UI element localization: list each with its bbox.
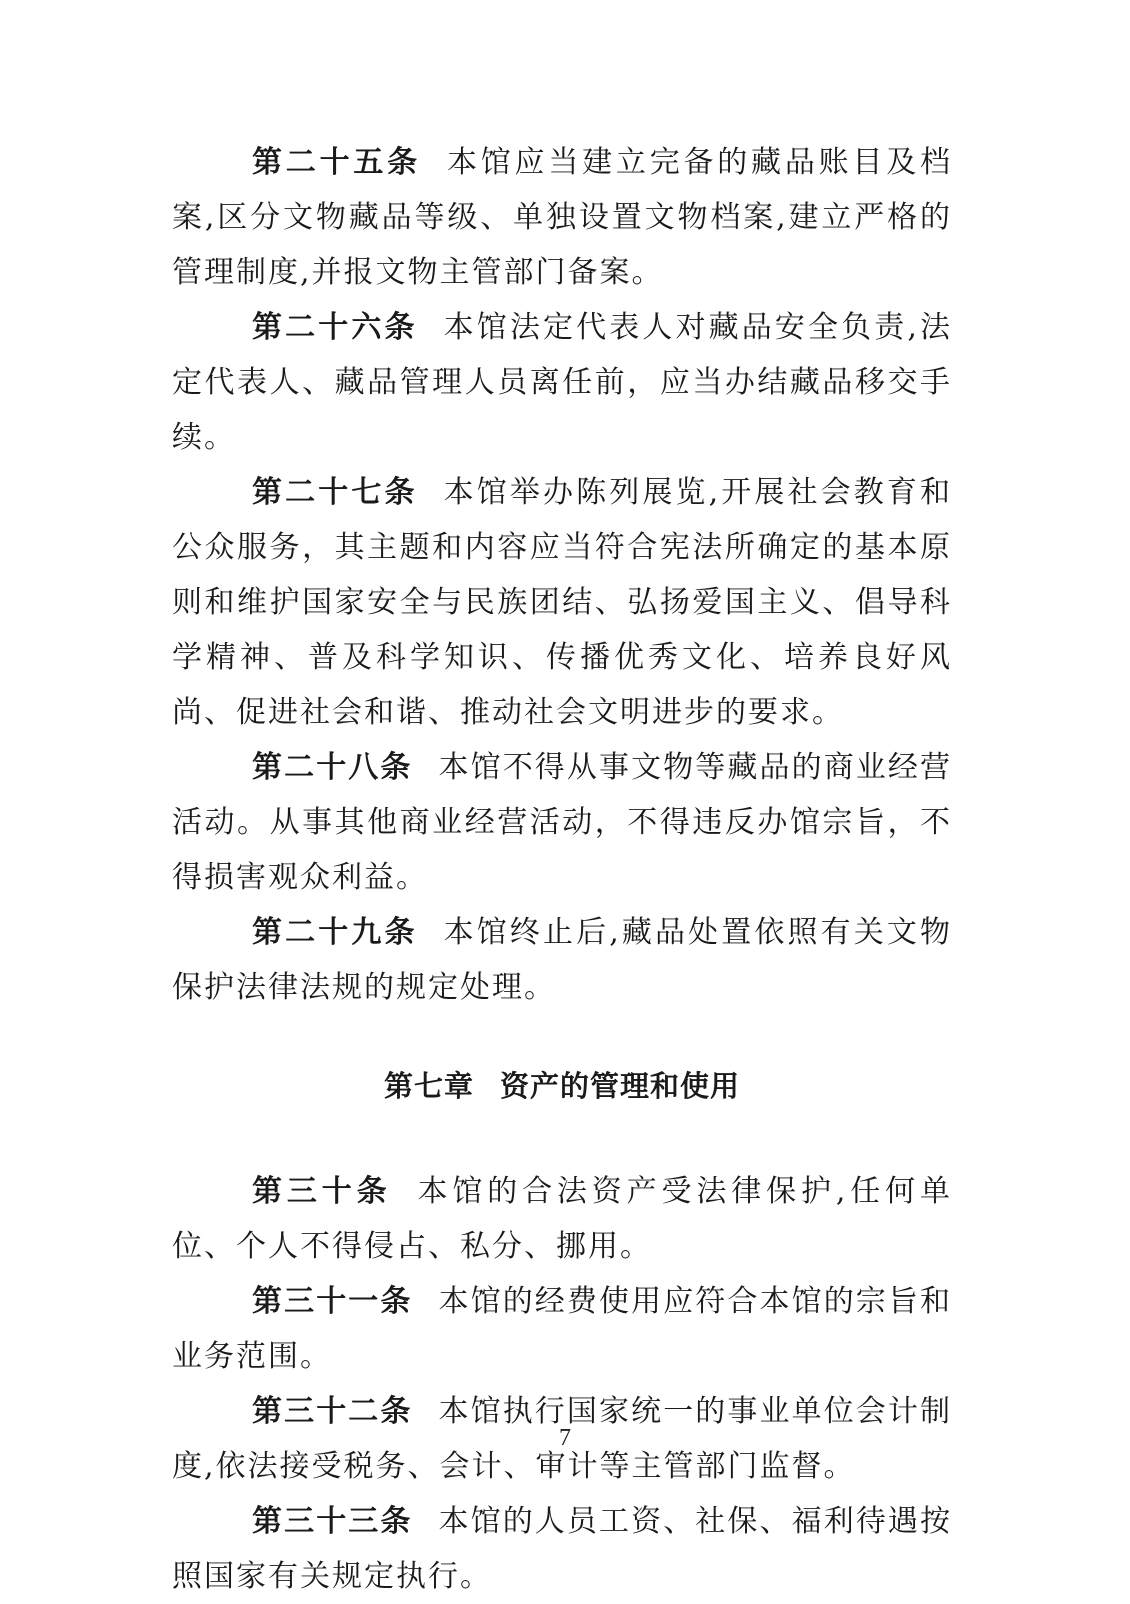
document-body: [172, 135, 952, 1604]
article-label: 第二十八条: [252, 750, 413, 785]
article-label: 第二十六条: [252, 310, 418, 345]
article-text: 本馆的经费使用应符合本馆的宗旨和业务范围。: [172, 1284, 952, 1374]
chapter-number: 第七章: [383, 1069, 474, 1103]
article-text: 本馆应当建立完备的藏品账目及档案,区分文物藏品等级、单独设置文物档案,建立严格的管理制度,并报文物主管部门备案。: [172, 145, 953, 290]
article-30: [172, 1164, 952, 1274]
article-label: 第二十九条: [252, 915, 418, 950]
article-33: [172, 1494, 952, 1604]
article-label: 第三十一条: [252, 1284, 413, 1319]
chapter-heading: [172, 1059, 952, 1114]
article-label: 第三十二条: [252, 1394, 413, 1429]
article-28: [172, 740, 952, 905]
article-text: 本馆不得从事文物等藏品的商业经营活动。从事其他商业经营活动，不得违反办馆宗旨，不得损害观众利益。: [172, 750, 952, 895]
article-text: 本馆举办陈列展览,开展社会教育和公众服务，其主题和内容应当符合宪法所确定的基本原则和维护国家安全与民族团结、弘扬爱国主义、倡导科学精神、普及科学知识、传播优秀文化、培养良好风尚、促进社会和谐、推动社会文明进步的要求。: [172, 475, 953, 730]
article-text: 本馆执行国家统一的事业单位会计制度,依法接受税务、会计、审计等主管部门监督。: [172, 1394, 952, 1484]
article-text: 本馆的人员工资、社保、福利待遇按照国家有关规定执行。: [172, 1504, 952, 1594]
article-26: [172, 300, 952, 465]
article-label: 第二十七条: [252, 475, 418, 510]
article-text: 本馆法定代表人对藏品安全负责,法定代表人、藏品管理人员离任前，应当办结藏品移交手续。: [172, 310, 953, 455]
article-text: 本馆终止后,藏品处置依照有关文物保护法律法规的规定处理。: [172, 915, 953, 1005]
article-27: [172, 465, 952, 740]
article-29: [172, 905, 952, 1015]
chapter-title: 资产的管理和使用: [500, 1069, 741, 1103]
article-text: 本馆的合法资产受法律保护,任何单位、个人不得侵占、私分、挪用。: [172, 1174, 952, 1264]
article-label: 第二十五条: [252, 145, 421, 180]
article-label: 第三十条: [252, 1174, 392, 1209]
page-number: 7: [559, 1425, 571, 1451]
article-25: [172, 135, 952, 300]
article-31: [172, 1274, 952, 1384]
article-label: 第三十三条: [252, 1504, 413, 1539]
